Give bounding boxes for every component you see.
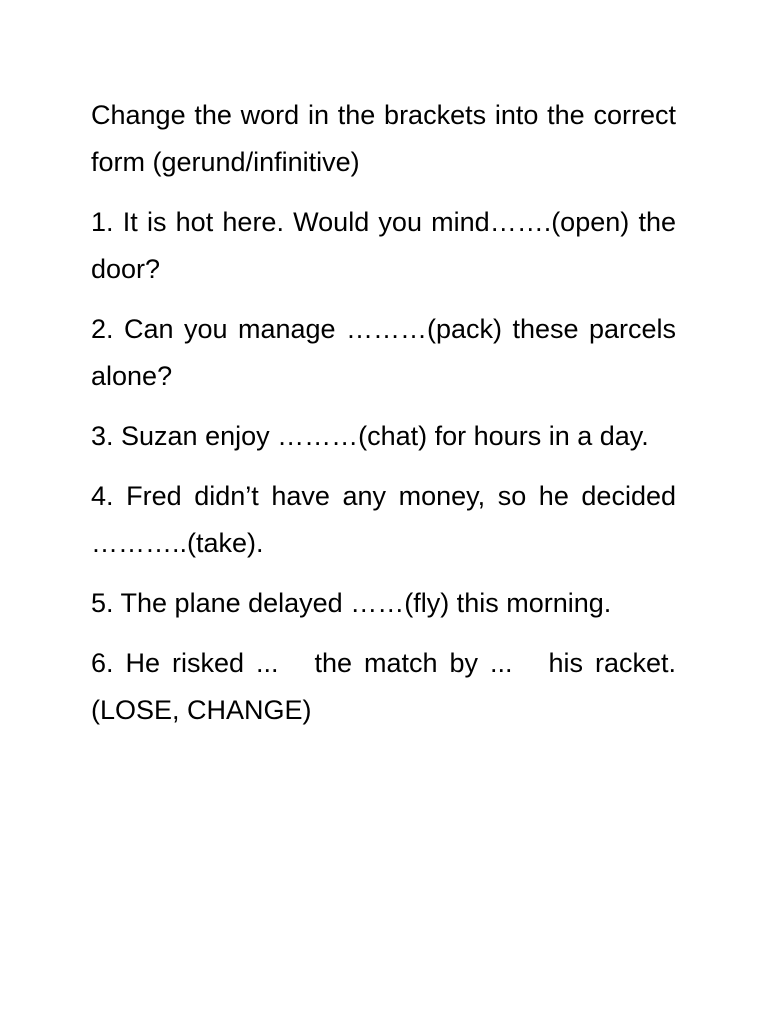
exercise-item-1: 1. It is hot here. Would you mind…….(open) the door? (91, 207, 676, 284)
exercise-item-4: 4. Fred didn’t have any money, so he decided ………..(take). (91, 481, 676, 558)
worksheet-page (91, 92, 684, 747)
instruction-text: Change the word in the brackets into the correct form (gerund/infinitive) (91, 100, 676, 177)
exercise-item-6: 6. He risked ... the match by ... his racket. (LOSE, CHANGE) (91, 648, 684, 725)
exercise-item-5: 5. The plane delayed ……(fly) this morning. (91, 588, 612, 618)
exercise-item-2: 2. Can you manage ………(pack) these parcels alone? (91, 314, 676, 391)
exercise-item-3: 3. Suzan enjoy ………(chat) for hours in a day. (91, 421, 649, 451)
